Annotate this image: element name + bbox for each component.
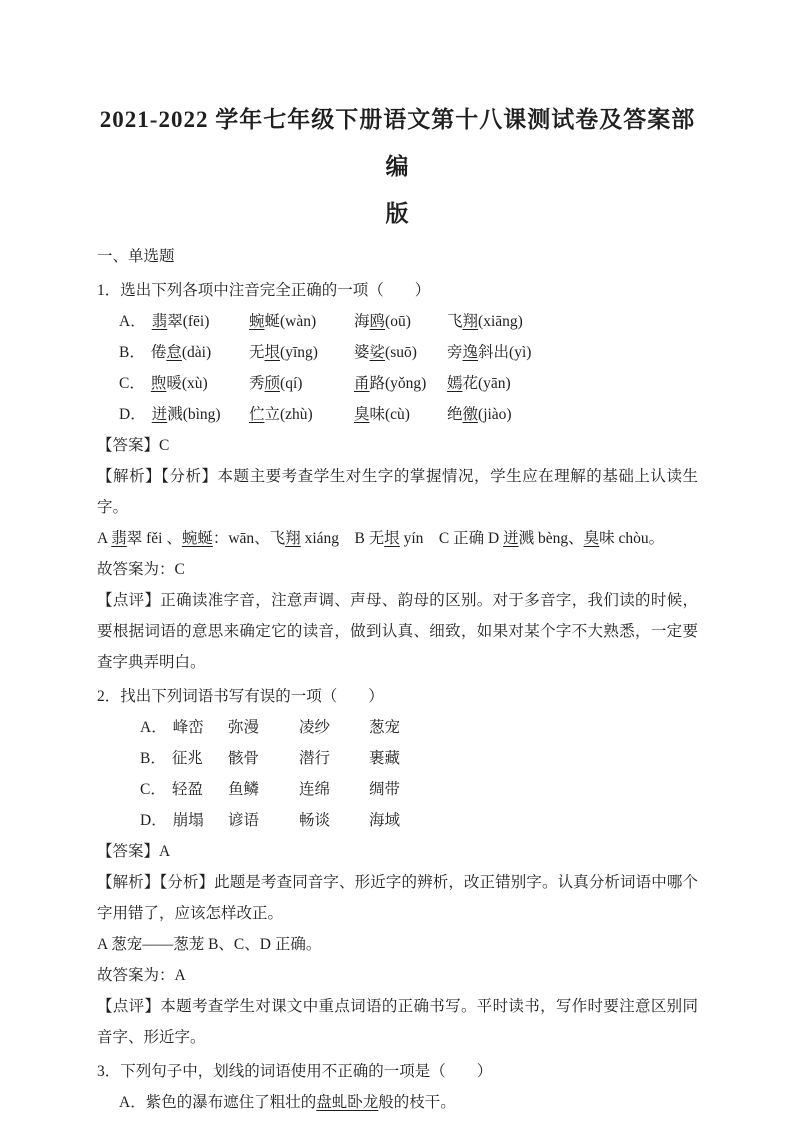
q2-comment: 【点评】本题考查学生对课文中重点词语的正确书写。平时读书，写作时要注意区别同音字、形近字。 <box>97 998 698 1046</box>
word-with-pinyin: 翡翠(fēi) <box>151 313 210 330</box>
word: 裹藏 <box>369 750 401 767</box>
q2-option-c <box>97 774 698 805</box>
word-with-pinyin: 伫立(zhù) <box>249 406 313 423</box>
option-label: C． <box>119 375 145 392</box>
q2-analysis-line1: 【解析】【分析】此题是考查同音字、形近字的辨析，改正错别字。认真分析词语中哪个字用错了，应该怎样改正。 <box>97 874 698 922</box>
q1-option-b <box>97 337 698 368</box>
word: 征兆 <box>171 750 203 767</box>
word: 凌纱 <box>299 719 331 736</box>
word: 弥漫 <box>228 719 260 736</box>
word-with-pinyin: 迸溅(bìng) <box>151 406 221 423</box>
q2-option-b <box>97 743 698 774</box>
q1-stem: 1．选出下列各项中注音完全正确的一项（ ） <box>97 282 431 299</box>
title-line-2: 版 <box>385 201 410 226</box>
q3-stem: 3．下列句子中，划线的词语使用不正确的一项是（ ） <box>97 1063 493 1080</box>
word-with-pinyin: 蜿蜒(wàn) <box>249 313 317 330</box>
option-label: A． <box>119 313 146 330</box>
word: 连绵 <box>299 781 331 798</box>
q2-analysis-line2: A 葱宠——葱茏 B、C、D 正确。 <box>97 936 322 953</box>
word-with-pinyin: 臭味(cù) <box>354 406 410 423</box>
q1-comment: 【点评】正确读准字音，注意声调、声母、韵母的区别。对于多音字，我们读的时候，要根据词语的意思来确定它的读音，做到认真、细致，如果对某个字不大熟悉，一定要查字典弄明白。 <box>97 592 698 671</box>
word: 潜行 <box>299 750 331 767</box>
q2-option-b-cell-1 <box>140 743 228 774</box>
word: 葱宠 <box>369 719 401 736</box>
option-label: A． <box>140 719 167 736</box>
word: 谚语 <box>228 812 260 829</box>
word-with-pinyin: 煦暖(xù) <box>150 375 208 392</box>
q2-conclusion: 故答案为：A <box>97 967 186 984</box>
word-with-pinyin: 飞翔(xiāng) <box>447 313 523 330</box>
word: 骸骨 <box>228 750 260 767</box>
word: 峰峦 <box>172 719 204 736</box>
q3-option-a: A．紫色的瀑布遮住了粗壮的盘虬卧龙般的枝干。 <box>119 1094 456 1111</box>
section-heading: 一、单选题 <box>97 248 175 265</box>
word-with-pinyin: 旁逸斜出(yì) <box>447 344 532 361</box>
q1-option-c-cell-1 <box>119 368 249 399</box>
word: 崩塌 <box>172 812 204 829</box>
option-label: B． <box>119 344 145 361</box>
q2-stem: 2．找出下列词语书写有误的一项（ ） <box>97 688 384 705</box>
q1-option-d-cell-1 <box>119 399 249 430</box>
option-label: B． <box>140 750 166 767</box>
word-with-pinyin: 婆娑(suō) <box>354 344 417 361</box>
q1-conclusion: 故答案为：C <box>97 561 185 578</box>
q1-option-d <box>97 399 698 430</box>
word-with-pinyin: 海鸥(oū) <box>354 313 411 330</box>
title-line-1: 2021-2022 学年七年级下册语文第十八课测试卷及答案部编 <box>99 107 696 179</box>
q1-analysis-line1: 【解析】【分析】本题主要考查学生对生字的掌握情况，学生应在理解的基础上认读生字。 <box>97 468 698 516</box>
q2-option-c-cell-1 <box>140 774 228 805</box>
q1-options <box>97 306 698 430</box>
word-with-pinyin: 倦怠(dài) <box>150 344 212 361</box>
q1-analysis-line2: A 翡翠 fěi 、蜿蜒：wān、飞翔 xiáng B 无垠 yín C 正确 D 迸溅 bèng、臭味 chòu。 <box>97 530 665 547</box>
q2-option-d <box>97 805 698 836</box>
q2-options <box>97 712 698 836</box>
page-title <box>97 96 698 237</box>
option-label: D． <box>140 812 167 829</box>
word-with-pinyin: 嫣花(yān) <box>447 375 511 392</box>
q1-option-a-cell-1 <box>119 306 249 337</box>
q1-option-a <box>97 306 698 337</box>
q1-option-c <box>97 368 698 399</box>
word: 鱼鳞 <box>228 781 260 798</box>
word: 畅谈 <box>299 812 331 829</box>
word: 绸带 <box>369 781 401 798</box>
q2-answer: 【答案】A <box>97 843 171 860</box>
q1-answer: 【答案】C <box>97 437 170 454</box>
word-with-pinyin: 绝徼(jiào) <box>447 406 512 423</box>
word-with-pinyin: 甬路(yǒng) <box>354 375 427 392</box>
q1-option-b-cell-1 <box>119 337 249 368</box>
word-with-pinyin: 秀颀(qí) <box>249 375 303 392</box>
q2-option-a-cell-1 <box>140 712 228 743</box>
word-with-pinyin: 无垠(yīng) <box>249 344 318 361</box>
word: 海域 <box>369 812 401 829</box>
option-label: D． <box>119 406 146 423</box>
option-label: C． <box>140 781 166 798</box>
q2-option-d-cell-1 <box>140 805 228 836</box>
q2-option-a <box>97 712 698 743</box>
word: 轻盈 <box>171 781 203 798</box>
